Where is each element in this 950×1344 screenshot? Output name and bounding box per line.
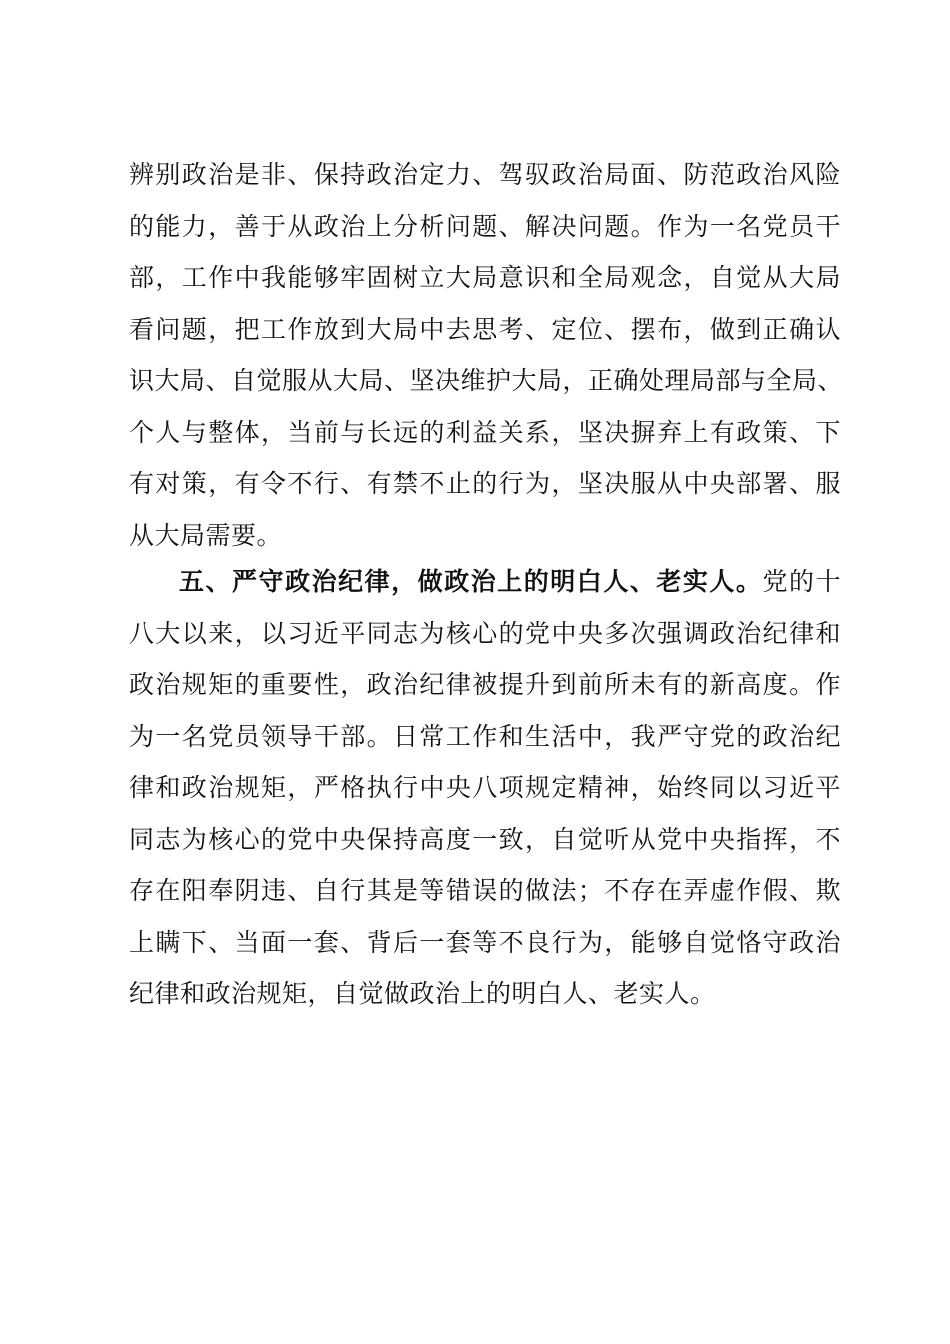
paragraph-line: 存在阳奉阴违、自行其是等错误的做法；不存在弄虚作假、欺	[129, 876, 841, 905]
paragraph-line: 识大局、自觉服从大局、坚决维护大局，正确处理局部与全局、	[129, 366, 844, 395]
paragraph-line: 八大以来，以习近平同志为核心的党中央多次强调政治纪律和	[129, 618, 841, 648]
paragraph-line: 律和政治规矩，严格执行中央八项规定精神，始终同以习近平	[129, 773, 841, 802]
paragraph-line: 部，工作中我能够牢固树立大局意识和全局观念，自觉从大局	[129, 263, 841, 292]
paragraph-line: 为一名党员领导干部。日常工作和生活中，我严守党的政治纪	[129, 721, 841, 751]
heading-continuation: 党的十	[762, 567, 841, 596]
paragraph-line: 个人与整体，当前与长远的利益关系，坚决摒弃上有政策、下	[129, 417, 841, 447]
paragraph-line: 的能力，善于从政治上分析问题、解决问题。作为一名党员干	[129, 211, 841, 241]
paragraph-line: 从大局需要。	[129, 520, 283, 550]
paragraph-political-discipline	[129, 556, 841, 1020]
paragraph-line: 有对策，有令不行、有禁不止的行为，坚决服从中央部署、服	[129, 469, 841, 498]
paragraph-line: 辨别政治是非、保持政治定力、驾驭政治局面、防范政治风险	[129, 160, 841, 189]
paragraph-line: 上瞒下、当面一套、背后一套等不良行为，能够自觉恪守政治	[129, 927, 841, 957]
paragraph-line: 同志为核心的党中央保持高度一致，自觉听从党中央指挥，不	[129, 824, 841, 854]
paragraph-line: 纪律和政治规矩，自觉做政治上的明白人、老实人。	[129, 979, 716, 1008]
paragraph-political-judgment	[129, 149, 844, 561]
paragraph-first-line	[129, 556, 841, 608]
section-heading: 五、严守政治纪律，做政治上的明白人、老实人。	[179, 567, 763, 596]
paragraph-line: 看问题，把工作放到大局中去思考、定位、摆布，做到正确认	[129, 314, 841, 344]
paragraph-line: 政治规矩的重要性，政治纪律被提升到前所未有的新高度。作	[129, 670, 841, 699]
